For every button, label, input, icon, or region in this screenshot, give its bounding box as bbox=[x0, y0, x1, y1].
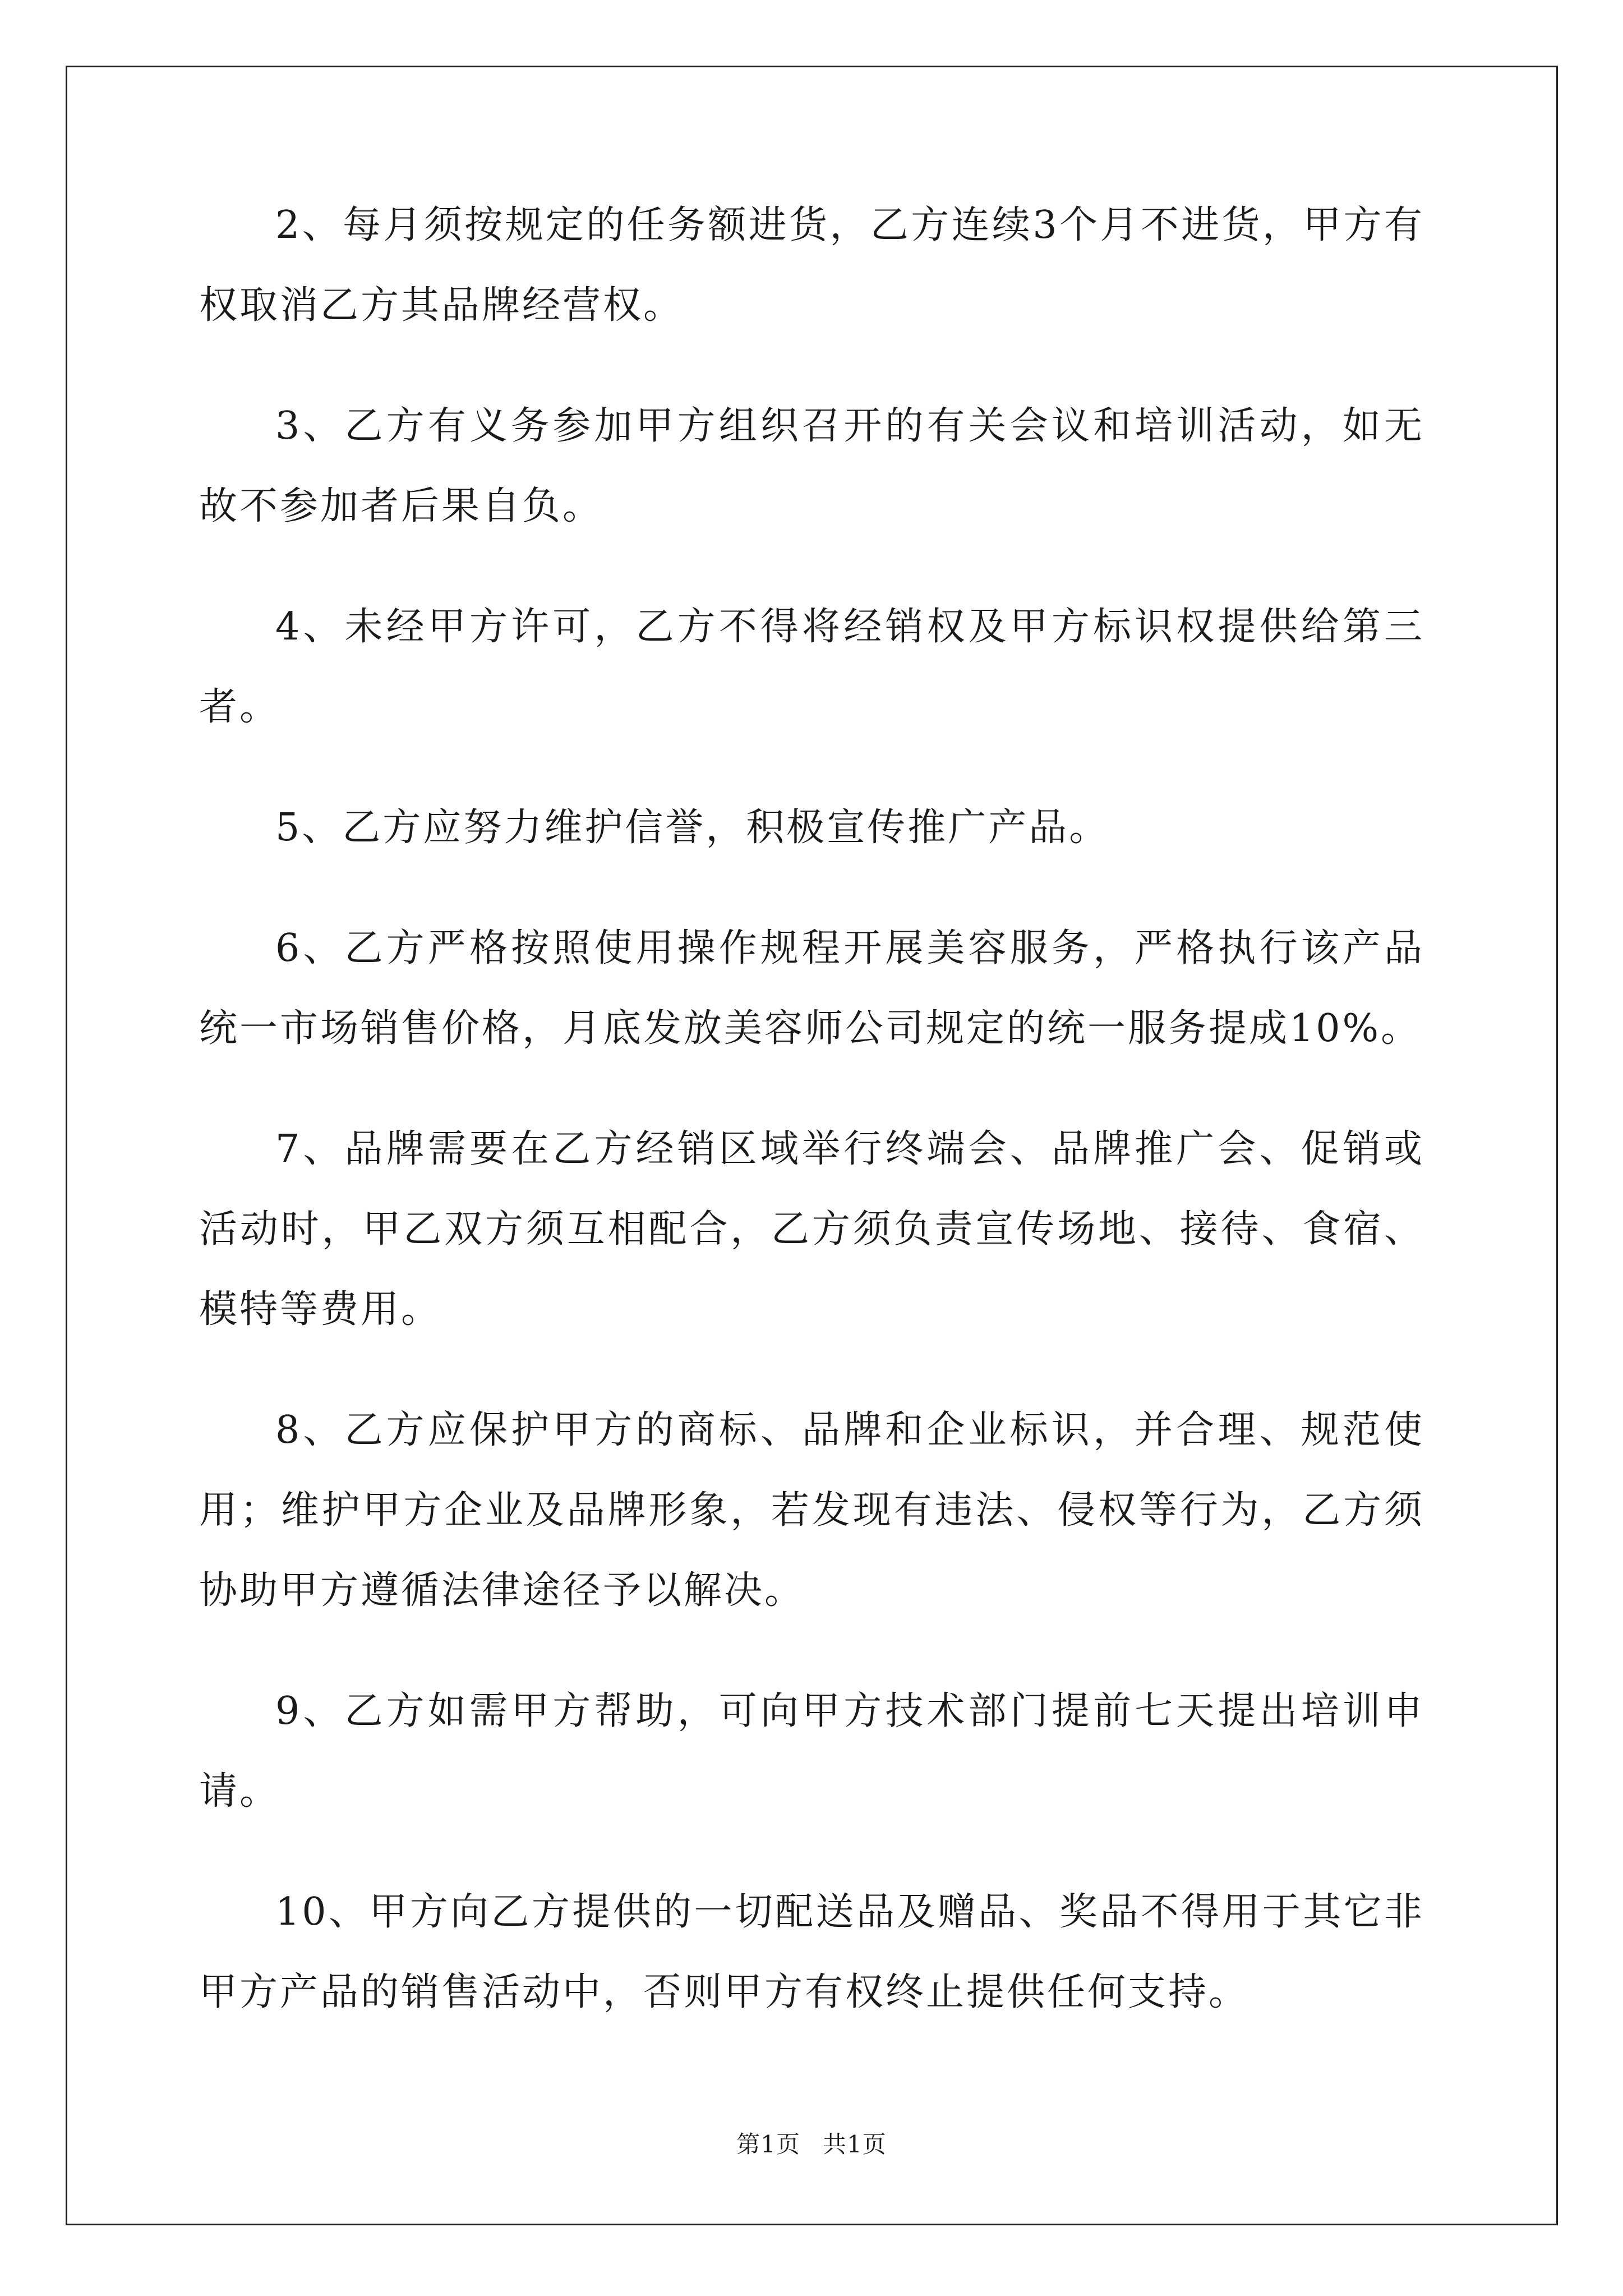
clause-7: 7、品牌需要在乙方经销区域举行终端会、品牌推广会、促销或活动时，甲乙双方须互相配合，乙方须负责宣传场地、接待、食宿、模特等费用。 bbox=[199, 1127, 1424, 1332]
page-total: 共1页 bbox=[823, 2131, 887, 2158]
clause-9: 9、乙方如需甲方帮助，可向甲方技术部门提前七天提出培训申请。 bbox=[199, 1689, 1424, 1814]
clause-3: 3、乙方有义务参加甲方组织召开的有关会议和培训活动，如无故不参加者后果自负。 bbox=[199, 404, 1424, 528]
page-footer bbox=[0, 2126, 1623, 2160]
clause-8: 8、乙方应保护甲方的商标、品牌和企业标识，并合理、规范使用；维护甲方企业及品牌形象，若发现有违法、侵权等行为，乙方须协助甲方遵循法律途径予以解决。 bbox=[199, 1408, 1424, 1613]
page-number: 第1页 bbox=[736, 2131, 800, 2158]
clause-6: 6、乙方严格按照使用操作规程开展美容服务，严格执行该产品统一市场销售价格，月底发放美容师公司规定的统一服务提成10%。 bbox=[199, 926, 1424, 1051]
clause-5: 5、乙方应努力维护信誉，积极宣传推广产品。 bbox=[275, 806, 1110, 850]
clause-2: 2、每月须按规定的任务额进货，乙方连续3个月不进货，甲方有权取消乙方其品牌经营权。 bbox=[199, 203, 1424, 328]
clause-10: 10、甲方向乙方提供的一切配送品及赠品、奖品不得用于其它非甲方产品的销售活动中，否则甲方有权终止提供任何支持。 bbox=[199, 1890, 1424, 2015]
clause-4: 4、未经甲方许可，乙方不得将经销权及甲方标识权提供给第三者。 bbox=[199, 605, 1424, 730]
